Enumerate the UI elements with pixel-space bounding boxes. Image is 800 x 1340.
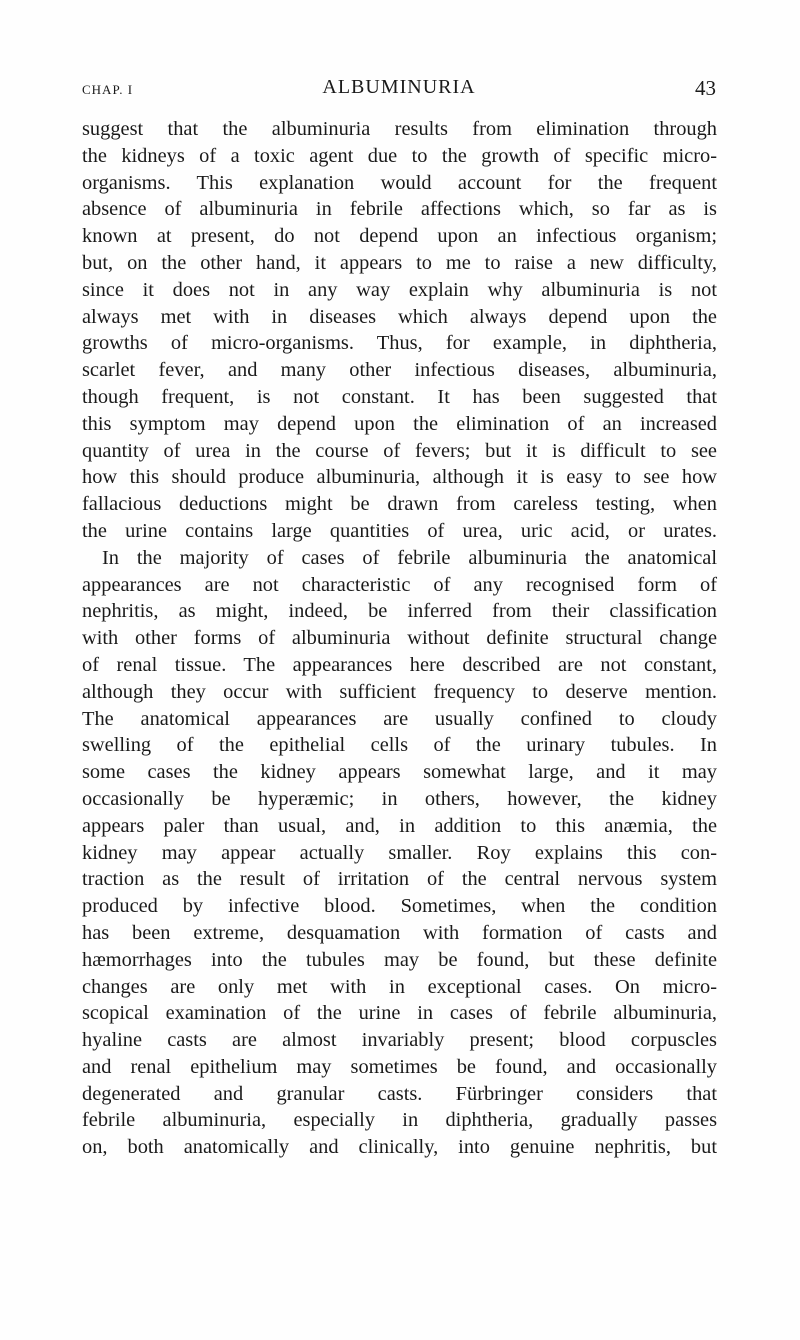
text-line: of renal tissue. The appearances here described are not constant,	[82, 653, 717, 676]
text-line: absence of albuminuria in febrile affections which, so far as is	[82, 198, 717, 221]
text-line: fallacious deductions might be drawn from careless testing, when	[82, 493, 717, 516]
text-line: has been extreme, desquamation with formation of casts and	[82, 921, 717, 944]
text-line: growths of micro-organisms. Thus, for example, in diphtheria,	[82, 332, 717, 355]
body-text	[82, 116, 717, 1161]
text-line: the urine contains large quantities of urea, uric acid, or urates.	[82, 519, 717, 542]
text-line: always met with in diseases which always depend upon the	[82, 305, 717, 328]
text-line: occasionally be hyperæmic; in others, however, the kidney	[82, 787, 717, 810]
text-line: with other forms of albuminuria without definite structural change	[82, 627, 717, 650]
running-head	[82, 76, 716, 104]
text-line: appearances are not characteristic of any recognised form of	[82, 573, 717, 596]
text-line: produced by infective blood. Sometimes, when the condition	[82, 895, 717, 918]
text-line: appears paler than usual, and, in addition to this anæmia, the	[82, 814, 717, 837]
text-line: degenerated and granular casts. Fürbringer considers that	[82, 1082, 717, 1105]
page-number: 43	[695, 76, 716, 100]
text-line: but, on the other hand, it appears to me to raise a new difficulty,	[82, 251, 717, 274]
text-line: on, both anatomically and clinically, into genuine nephritis, but	[82, 1136, 717, 1159]
text-line: febrile albuminuria, especially in diphtheria, gradually passes	[82, 1109, 717, 1132]
text-line: this symptom may depend upon the elimination of an increased	[82, 412, 717, 435]
chapter-label: CHAP. I	[82, 82, 134, 97]
text-line: quantity of urea in the course of fevers; but it is difficult to see	[82, 439, 717, 462]
text-line: since it does not in any way explain why albuminuria is not	[82, 278, 717, 301]
text-line: In the majority of cases of febrile albuminuria the anatomical	[102, 546, 717, 569]
running-title: ALBUMINURIA	[322, 76, 476, 98]
text-line: hyaline casts are almost invariably present; blood corpuscles	[82, 1029, 717, 1052]
text-line: The anatomical appearances are usually confined to cloudy	[82, 707, 717, 730]
text-line: how this should produce albuminuria, although it is easy to see how	[82, 466, 717, 489]
text-line: changes are only met with in exceptional cases. On micro-	[82, 975, 717, 998]
text-line: hæmorrhages into the tubules may be found, but these definite	[82, 948, 717, 971]
text-line: and renal epithelium may sometimes be found, and occasionally	[82, 1055, 717, 1078]
text-line: scarlet fever, and many other infectious diseases, albuminuria,	[82, 359, 717, 382]
text-line: swelling of the epithelial cells of the urinary tubules. In	[82, 734, 717, 757]
text-line: organisms. This explanation would account for the frequent	[82, 171, 717, 194]
text-line: scopical examination of the urine in cases of febrile albuminuria,	[82, 1002, 717, 1025]
text-line: nephritis, as might, indeed, be inferred from their classification	[82, 600, 717, 623]
text-line: kidney may appear actually smaller. Roy explains this con-	[82, 841, 717, 864]
text-line: though frequent, is not constant. It has been suggested that	[82, 385, 717, 408]
text-line: some cases the kidney appears somewhat large, and it may	[82, 761, 717, 784]
text-line: the kidneys of a toxic agent due to the growth of specific micro-	[82, 144, 717, 167]
text-line: known at present, do not depend upon an infectious organism;	[82, 225, 717, 248]
text-line: suggest that the albuminuria results from elimination through	[82, 118, 717, 140]
text-line: traction as the result of irritation of the central nervous system	[82, 868, 717, 891]
text-line: although they occur with sufficient frequency to deserve mention.	[82, 680, 717, 703]
